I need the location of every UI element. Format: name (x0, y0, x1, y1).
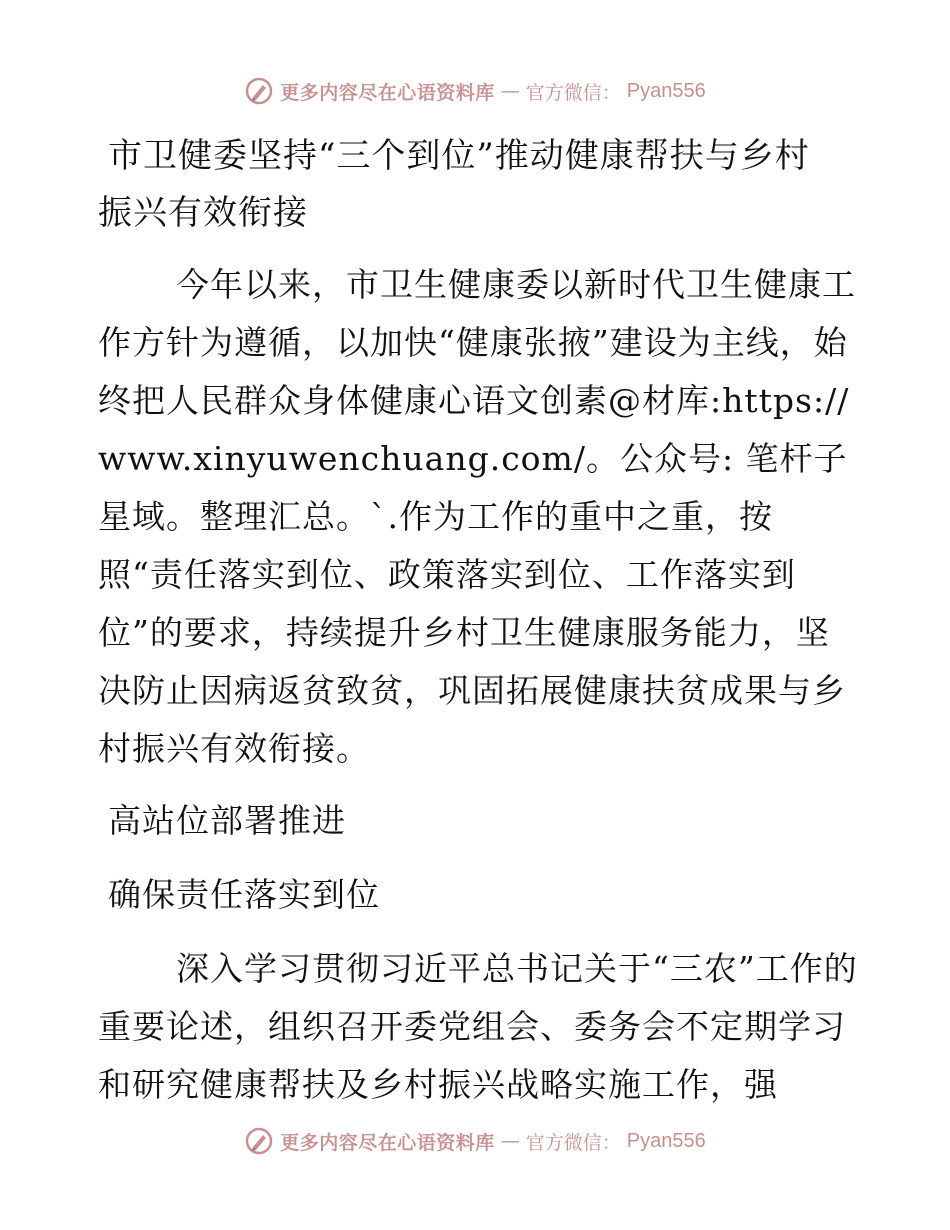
title-line-2: 振兴有效衔接 (98, 193, 308, 233)
section-heading-2: 确保责任落实到位 (108, 875, 380, 914)
footer-wechat-id: Pyan556 (626, 1129, 706, 1152)
header-wechat-id: Pyan556 (626, 79, 706, 102)
pen-logo-icon (244, 76, 274, 106)
document-title (98, 128, 858, 242)
paragraph-intro: 今年以来，市卫生健康委以新时代卫生健康工作方针为遵循，以加快“健康张掖”建设为主线，始终把人民群众身体健康心语文创素@材库:https://www.xinyuwenchuang.com/。公众号: 笔杆子星域。整理汇总。`.作为工作的重中之重，按照“责任落实到位、政策落实到位、工作落实到位”的要求，持续提升乡村卫生健康服务能力，坚决防止因病返贫致贫，巩固拓展健康扶贫成果与乡村振兴有效衔接。 (98, 265, 856, 768)
header-brand-text: 更多内容尽在心语资料库 (280, 81, 495, 104)
footer-watermark-banner (0, 1121, 950, 1161)
header-wechat-label: 官方微信： (525, 81, 621, 104)
header-separator: — (500, 80, 520, 102)
footer-wechat-label: 官方微信： (525, 1131, 621, 1154)
section-heading-1: 高站位部署推进 (108, 801, 346, 840)
header-watermark-banner (0, 71, 950, 111)
document-body (98, 128, 858, 1114)
footer-brand-text: 更多内容尽在心语资料库 (280, 1131, 495, 1154)
footer-separator: — (500, 1130, 520, 1152)
paragraph-study: 深入学习贯彻习近平总书记关于“三农”工作的重要论述，组织召开委党组会、委务会不定期学习和研究健康帮扶及乡村振兴战略实施工作，强 (98, 949, 858, 1104)
pen-logo-icon (244, 1126, 274, 1156)
title-line-1: 市卫健委坚持“三个到位”推动健康帮扶与乡村 (108, 136, 810, 176)
